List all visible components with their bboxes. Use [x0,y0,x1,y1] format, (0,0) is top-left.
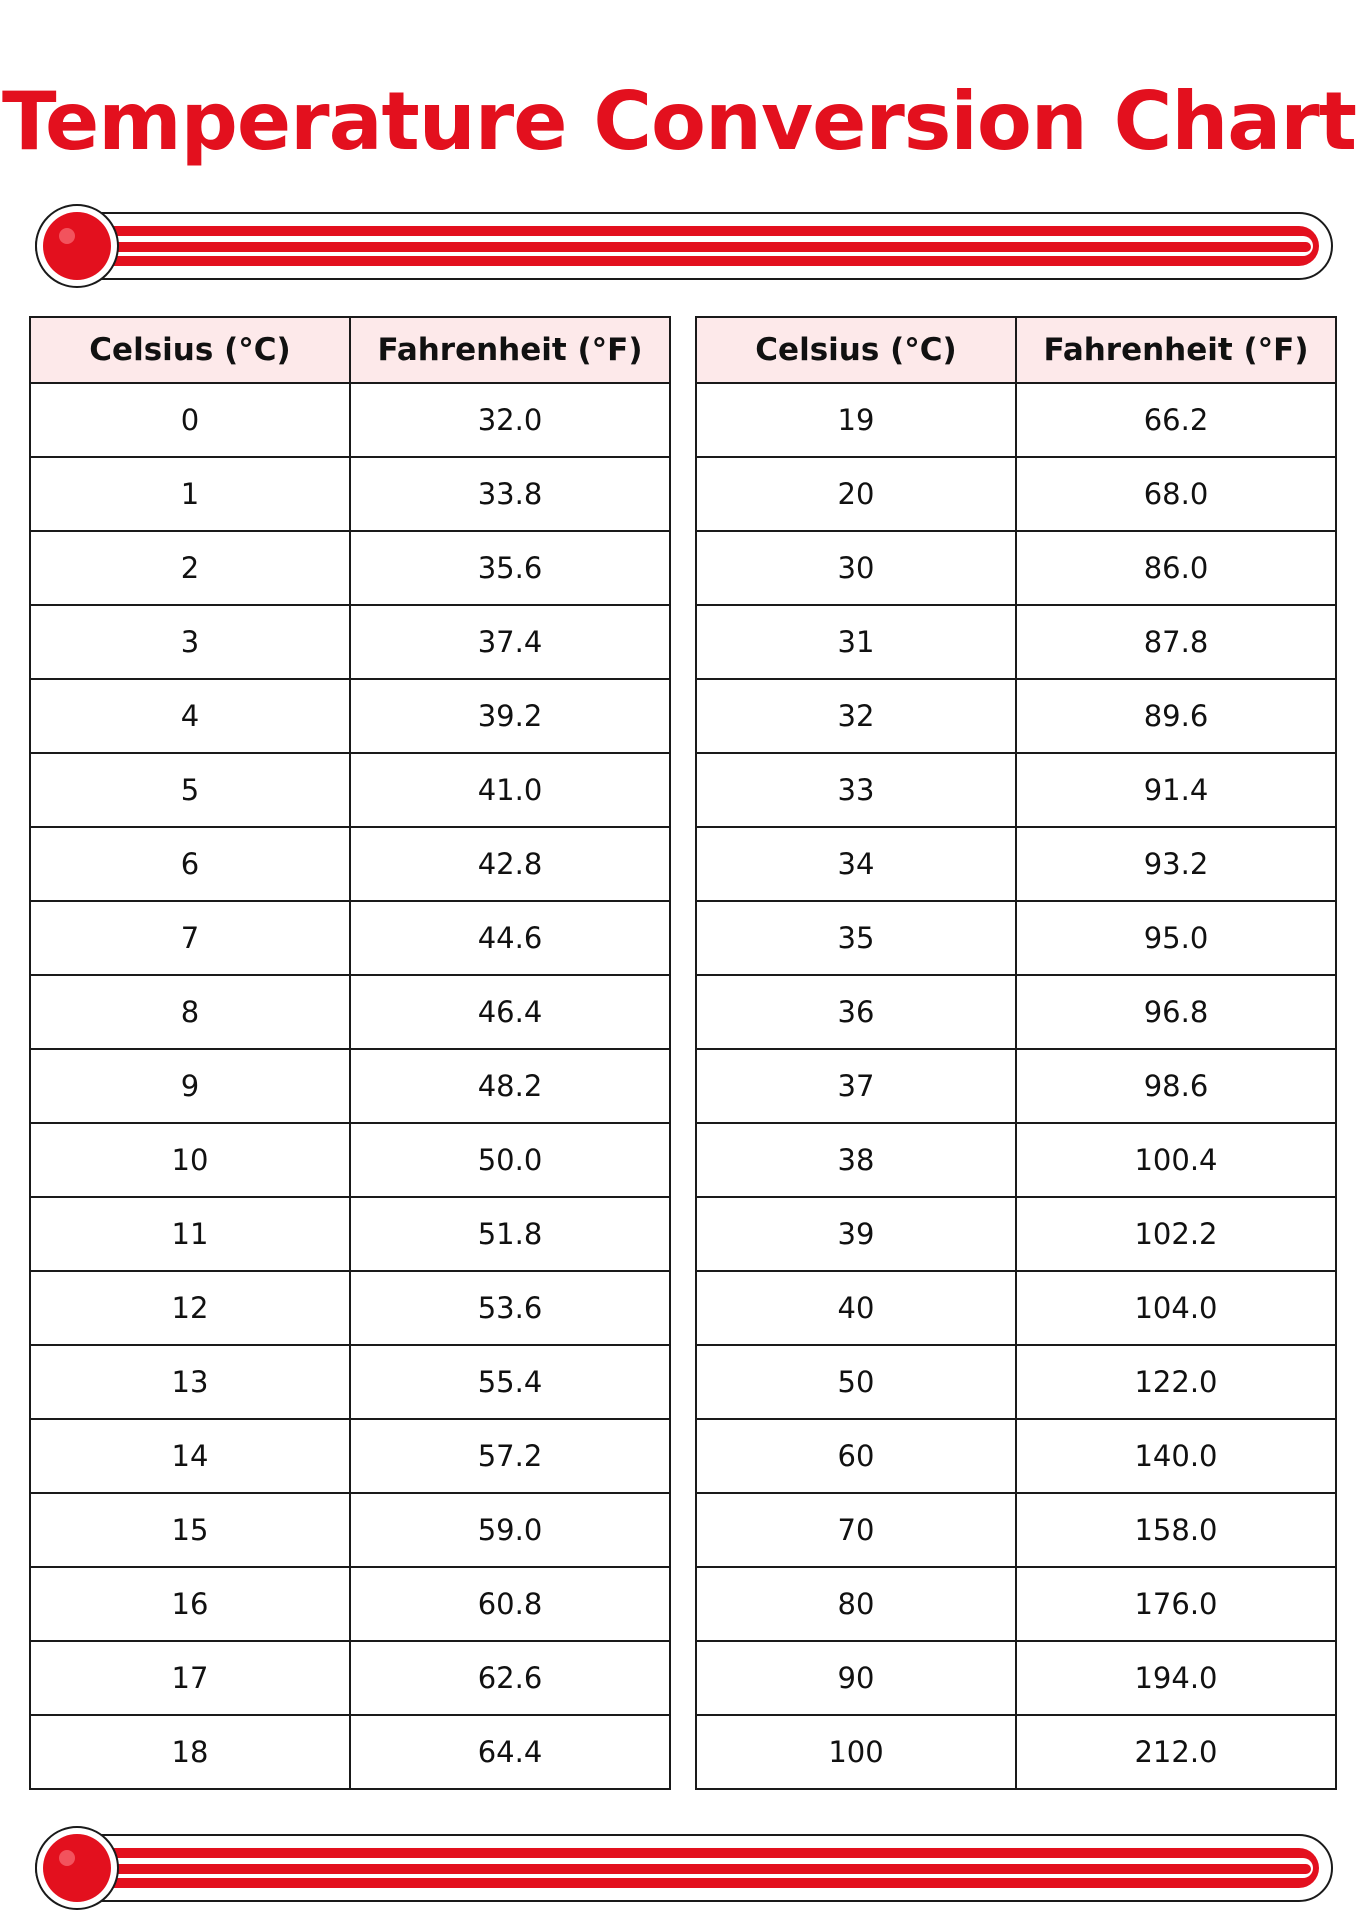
celsius-cell: 9 [30,1049,350,1123]
table-row [696,1493,1336,1567]
fahrenheit-column-header: Fahrenheit (°F) [350,317,670,383]
fahrenheit-cell: 91.4 [1016,753,1336,827]
fahrenheit-cell: 59.0 [350,1493,670,1567]
celsius-cell: 90 [696,1641,1016,1715]
table-header-row [30,317,670,383]
celsius-cell: 30 [696,531,1016,605]
fahrenheit-cell: 37.4 [350,605,670,679]
fahrenheit-cell: 55.4 [350,1345,670,1419]
table-row [696,975,1336,1049]
table-row [30,753,670,827]
table-row [30,1419,670,1493]
table-row [696,1197,1336,1271]
table-row [30,1271,670,1345]
fahrenheit-cell: 86.0 [1016,531,1336,605]
fahrenheit-cell: 32.0 [350,383,670,457]
celsius-cell: 36 [696,975,1016,1049]
table-row [696,457,1336,531]
fahrenheit-cell: 176.0 [1016,1567,1336,1641]
table-row [30,457,670,531]
celsius-cell: 39 [696,1197,1016,1271]
celsius-cell: 70 [696,1493,1016,1567]
celsius-cell: 80 [696,1567,1016,1641]
conversion-rows [30,383,670,1789]
fahrenheit-cell: 33.8 [350,457,670,531]
celsius-column-header: Celsius (°C) [696,317,1016,383]
fahrenheit-cell: 122.0 [1016,1345,1336,1419]
fahrenheit-cell: 87.8 [1016,605,1336,679]
fahrenheit-cell: 140.0 [1016,1419,1336,1493]
table-row [696,1641,1336,1715]
celsius-cell: 11 [30,1197,350,1271]
celsius-cell: 33 [696,753,1016,827]
celsius-cell: 34 [696,827,1016,901]
fahrenheit-cell: 48.2 [350,1049,670,1123]
celsius-cell: 20 [696,457,1016,531]
table-row [696,827,1336,901]
table-row [696,753,1336,827]
table-row [30,1345,670,1419]
fahrenheit-cell: 46.4 [350,975,670,1049]
fahrenheit-cell: 41.0 [350,753,670,827]
celsius-cell: 10 [30,1123,350,1197]
fahrenheit-cell: 66.2 [1016,383,1336,457]
fahrenheit-cell: 98.6 [1016,1049,1336,1123]
celsius-cell: 35 [696,901,1016,975]
table-row [30,679,670,753]
table-row [696,1049,1336,1123]
fahrenheit-cell: 212.0 [1016,1715,1336,1789]
table-row [30,901,670,975]
fahrenheit-cell: 60.8 [350,1567,670,1641]
fahrenheit-cell: 42.8 [350,827,670,901]
celsius-cell: 12 [30,1271,350,1345]
table-row [696,679,1336,753]
conversion-table-left [29,316,671,1790]
table-row [30,827,670,901]
thermometer-icon [35,1826,1333,1910]
celsius-cell: 50 [696,1345,1016,1419]
fahrenheit-cell: 57.2 [350,1419,670,1493]
table-row [30,1715,670,1789]
table-row [696,1715,1336,1789]
celsius-cell: 37 [696,1049,1016,1123]
table-row [30,1197,670,1271]
celsius-cell: 60 [696,1419,1016,1493]
fahrenheit-cell: 93.2 [1016,827,1336,901]
fahrenheit-column-header: Fahrenheit (°F) [1016,317,1336,383]
table-row [30,1567,670,1641]
celsius-cell: 0 [30,383,350,457]
celsius-cell: 32 [696,679,1016,753]
table-header-row [696,317,1336,383]
fahrenheit-cell: 44.6 [350,901,670,975]
fahrenheit-cell: 39.2 [350,679,670,753]
table-row [696,1123,1336,1197]
celsius-cell: 14 [30,1419,350,1493]
table-row [696,531,1336,605]
celsius-cell: 2 [30,531,350,605]
table-row [696,1345,1336,1419]
celsius-cell: 17 [30,1641,350,1715]
fahrenheit-cell: 104.0 [1016,1271,1336,1345]
celsius-cell: 3 [30,605,350,679]
celsius-cell: 1 [30,457,350,531]
celsius-cell: 15 [30,1493,350,1567]
fahrenheit-cell: 89.6 [1016,679,1336,753]
celsius-cell: 5 [30,753,350,827]
fahrenheit-cell: 64.4 [350,1715,670,1789]
celsius-cell: 18 [30,1715,350,1789]
page-title: Temperature Conversion Chart [2,75,1356,168]
celsius-cell: 7 [30,901,350,975]
fahrenheit-cell: 100.4 [1016,1123,1336,1197]
celsius-cell: 6 [30,827,350,901]
celsius-column-header: Celsius (°C) [30,317,350,383]
table-row [30,1123,670,1197]
table-row [30,975,670,1049]
table-row [696,901,1336,975]
fahrenheit-cell: 194.0 [1016,1641,1336,1715]
table-row [30,383,670,457]
fahrenheit-cell: 68.0 [1016,457,1336,531]
fahrenheit-cell: 102.2 [1016,1197,1336,1271]
celsius-cell: 31 [696,605,1016,679]
table-row [30,1641,670,1715]
celsius-cell: 38 [696,1123,1016,1197]
fahrenheit-cell: 35.6 [350,531,670,605]
table-row [30,1049,670,1123]
conversion-rows [696,383,1336,1789]
table-row [696,383,1336,457]
table-row [30,1493,670,1567]
conversion-table-right [695,316,1337,1790]
celsius-cell: 100 [696,1715,1016,1789]
table-row [30,531,670,605]
table-row [696,1567,1336,1641]
celsius-cell: 13 [30,1345,350,1419]
table-row [696,605,1336,679]
table-row [696,1271,1336,1345]
celsius-cell: 19 [696,383,1016,457]
fahrenheit-cell: 51.8 [350,1197,670,1271]
thermometer-icon [35,204,1333,288]
fahrenheit-cell: 50.0 [350,1123,670,1197]
celsius-cell: 40 [696,1271,1016,1345]
fahrenheit-cell: 95.0 [1016,901,1336,975]
celsius-cell: 16 [30,1567,350,1641]
fahrenheit-cell: 62.6 [350,1641,670,1715]
celsius-cell: 8 [30,975,350,1049]
table-row [696,1419,1336,1493]
celsius-cell: 4 [30,679,350,753]
fahrenheit-cell: 96.8 [1016,975,1336,1049]
fahrenheit-cell: 158.0 [1016,1493,1336,1567]
table-row [30,605,670,679]
fahrenheit-cell: 53.6 [350,1271,670,1345]
